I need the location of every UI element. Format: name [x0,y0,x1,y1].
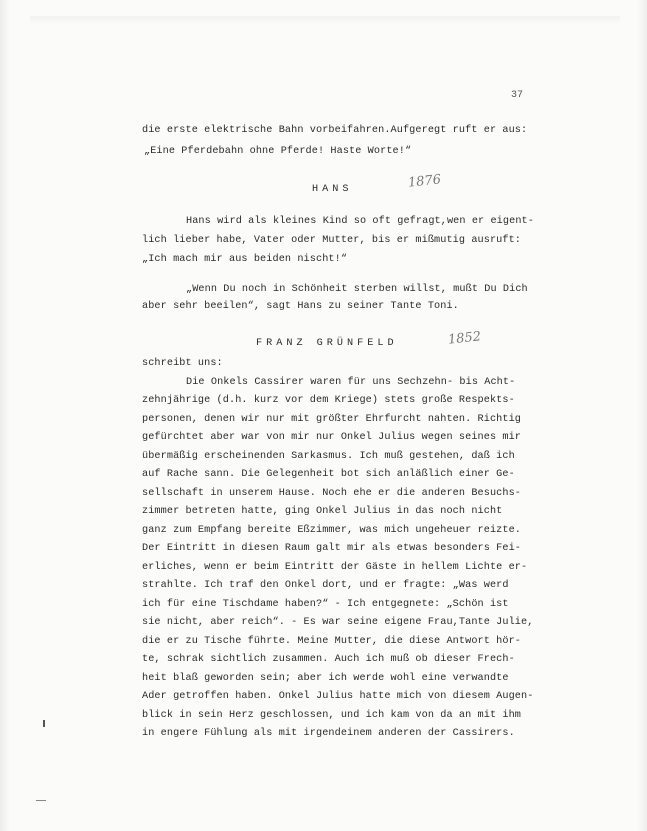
margin-tick-mark [43,720,45,727]
scan-smudge [30,16,620,24]
right-page-edge [637,0,647,831]
paragraph-line: gefürchtet aber war von mir nur Onkel Julius wegen seines mir [142,432,522,443]
paragraph-line: aber sehr beeilen“, sagt Hans zu seiner Tante Toni. [142,301,459,312]
paragraph-line: Ader getroffen haben. Onkel Julius hatte mich von diesem Augen- [142,691,534,702]
margin-dash-mark [36,800,46,801]
left-page-edge [0,0,10,831]
section-heading-gruenfeld: FRANZ GRÜNFELD [256,338,398,349]
section-heading-hans: HANS [312,184,353,195]
handwritten-note: 1852 [447,329,482,348]
intro-line: die erste elektrische Bahn vorbeifahren.Aufgeregt ruft er aus: [142,125,528,136]
paragraph-line: in engere Fühlung als mit irgendeinem anderen der Cassirers. [142,728,515,739]
paragraph-line: auf Rache sann. Die Gelegenheit bot sich anläßlich einer Ge- [142,469,515,480]
paragraph-line: erliches, wenn er beim Eintritt der Gäste in hellem Lichte er- [142,562,528,573]
paragraph-line: sie nicht, aber reich“. - Es war seine eigene Frau,Tante Julie, [142,617,534,628]
paragraph-line: strahlte. Ich traf den Onkel dort, und er fragte: „Was werd [142,580,509,591]
paragraph-line: schreibt uns: [142,358,223,369]
paragraph-line: personen, denen wir nur mit größter Ehrfurcht nahten. Richtig [142,414,522,425]
paragraph-line: zehnjährige (d.h. kurz vor dem Kriege) stets große Respekts- [142,395,515,406]
paragraph-line: blick in sein Herz geschlossen, und ich kam von da an mit ihm [142,710,522,721]
paragraph-line: „Ich mach mir aus beiden nischt!“ [142,254,348,265]
paragraph-line: zimmer betreten hatte, ging Onkel Julius in das noch nicht [142,506,503,517]
page-number: 37 [511,90,524,101]
paragraph-line: Der Eintritt in diesen Raum galt mir als etwas besonders Fei- [142,543,522,554]
paragraph-line: sellschaft in unserem Hause. Noch ehe er die anderen Besuchs- [142,488,522,499]
handwritten-note: 1876 [407,172,442,191]
paragraph-line: Hans wird als kleines Kind so oft gefragt,wen er eigent- [186,216,534,227]
paragraph-line: Die Onkels Cassirer waren für uns Sechzehn- bis Acht- [186,377,516,388]
paragraph-line: ganz zum Empfang bereite Eßzimmer, was mich ungeheuer reizte. [142,525,522,536]
paragraph-line: lich lieber habe, Vater oder Mutter, bis er mißmutig ausruft: [142,235,522,246]
intro-line: „Eine Pferdebahn ohne Pferde! Haste Worte!“ [144,146,412,157]
paragraph-line: übermäßig erscheinenden Sarkasmus. Ich muß gestehen, daß ich [142,451,515,462]
paragraph-line: „Wenn Du noch in Schönheit sterben willst, mußt Du Dich [186,284,528,295]
paragraph-line: te, schrak sichtlich zusammen. Auch ich muß ob dieser Frech- [142,654,515,665]
paragraph-line: die er zu Tische führte. Meine Mutter, die diese Antwort hör- [142,636,522,647]
paragraph-line: heit blaß geworden sein; aber ich werde wohl eine verwandte [142,673,509,684]
paragraph-line: ich für eine Tischdame haben?“ - Ich entgegnete: „Schön ist [142,599,509,610]
